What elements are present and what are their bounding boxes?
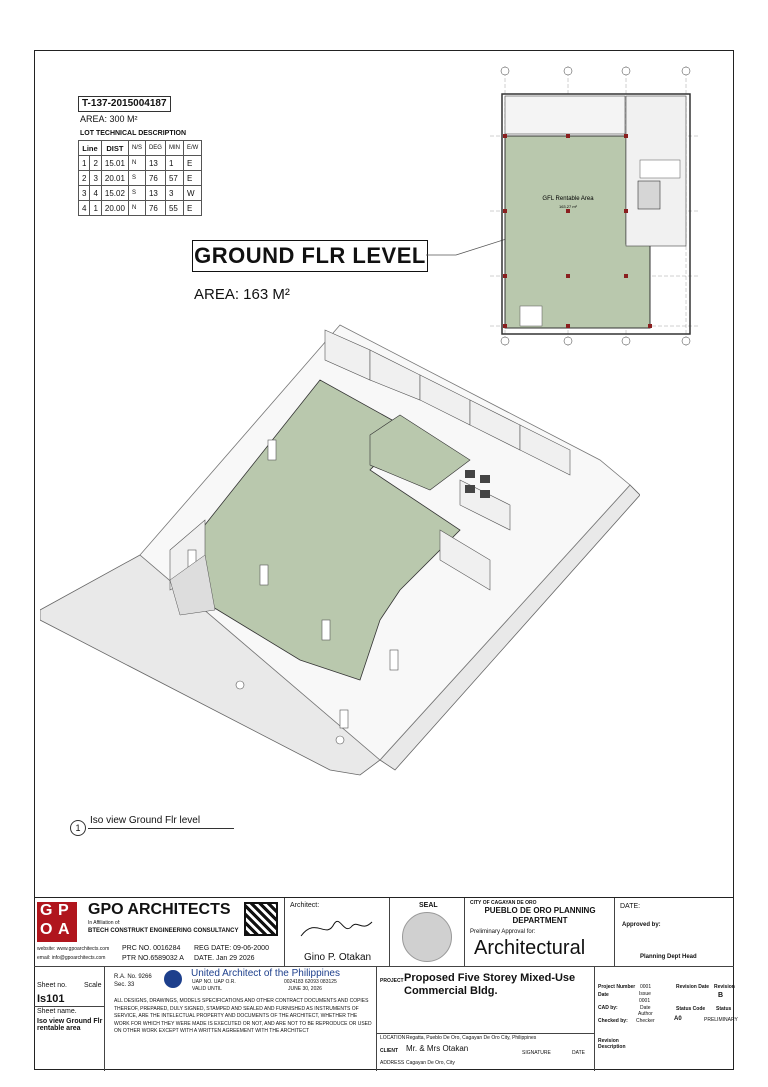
table-cell: S — [128, 171, 145, 186]
table-cell: 1 — [90, 201, 101, 216]
checked-by: Checker — [636, 1018, 655, 1024]
cad-date-label: Date — [640, 1005, 651, 1011]
revision-label: Revision — [714, 984, 735, 990]
date-field-label: Date — [598, 992, 609, 998]
view-label-underline — [88, 828, 234, 829]
revision-date-label: Revision Date — [676, 984, 710, 990]
project-title-line2: Commercial Bldg. — [404, 985, 498, 997]
uap-logo-icon — [164, 970, 182, 988]
ptr-date: DATE. Jan 29 2026 — [194, 955, 255, 962]
approval-discipline: Architectural — [474, 937, 586, 959]
architect-signature — [296, 912, 376, 942]
uap-number: UAP NO. UAP O.R. — [192, 979, 236, 985]
status-code: A0 — [674, 1016, 682, 1022]
sheet-number: Is101 — [37, 993, 65, 1005]
level-area: AREA: 163 M² — [194, 286, 290, 303]
table-row — [79, 156, 202, 171]
table-cell: N — [128, 156, 145, 171]
architect-name: Gino P. Otakan — [304, 952, 372, 963]
isometric-view — [40, 320, 640, 780]
signature-label: SIGNATURE — [522, 1050, 551, 1056]
lot-area: AREA: 300 M² — [80, 114, 138, 124]
table-cell: 2 — [79, 171, 90, 186]
disclaimer-text: ALL DESIGNS, DRAWINGS, MODELS SPECIFICATIONS AND OTHER CONTRACT DOCUMENTS AND COPIES THEREOF, PREPARED, DULY SIGNED, STAMPED AND SEALED AND FURNISHED AS INSTRUMENTS OF SERVICE, ARE THE INTELECTUAL PROPERTY AND DOCUMENTS OF THE ARCHITECT, WHETHER THE WORK FOR WHICH THEY WERE MADE IS EXECUTED OR NOT, AND ARE NOT TO BE REPRODUCE OR USED ON OTHER WORK EXCEPT WITH A WRITTEN AGREEMENT WITH THE ARCHITECT — [114, 998, 372, 1034]
lot-title-number: T-137-2015004187 — [78, 96, 171, 112]
seal-stamp-icon — [402, 912, 452, 962]
project-number: 0001 — [640, 984, 652, 990]
table-header: E/W — [183, 141, 201, 156]
firm-email: email: info@gpoarchitects.com — [37, 955, 106, 961]
status-label: Status — [716, 1006, 732, 1012]
table-header: Line — [79, 141, 102, 156]
uap-valid-date: JUNE 30, 2026 — [288, 986, 322, 992]
table-header: DIST — [101, 141, 128, 156]
firm-website: website: www.gpoarchitects.com — [37, 946, 110, 952]
firm-name: GPO ARCHITECTS — [88, 901, 231, 918]
table-cell: 13 — [145, 186, 165, 201]
uap-valid-label: VALID UNTIL — [192, 986, 222, 992]
table-cell: 3 — [165, 186, 183, 201]
issue-value: 0001 — [639, 998, 651, 1004]
plan-area-label: GFL Rentable Area — [542, 196, 594, 202]
table-cell: 15.02 — [101, 186, 128, 201]
table-cell: 2 — [90, 156, 101, 171]
client-value: Mr. & Mrs Otakan — [406, 1044, 469, 1053]
qr-code-icon — [244, 902, 278, 936]
approval-department: PUEBLO DE ORO PLANNING DEPARTMENT — [484, 906, 596, 925]
view-number: 1 — [70, 820, 86, 836]
location-value: Regatta, Pueblo De Oro, Cagayan De Oro City, Philippines — [406, 1035, 537, 1041]
table-row — [79, 201, 202, 216]
approval-preliminary: Preliminary Approval for: — [470, 929, 536, 935]
view-label: Iso view Ground Flr level — [90, 815, 201, 826]
table-cell: 4 — [79, 201, 90, 216]
revision-description-label: Revision Description — [598, 1038, 626, 1050]
level-title: GROUND FLR LEVEL — [192, 240, 428, 272]
floor-plan — [490, 66, 700, 346]
title-block — [34, 897, 738, 1071]
table-cell: 3 — [90, 171, 101, 186]
location-label: LOCATION — [380, 1035, 406, 1041]
sheet-name: Iso view Ground Flr rentable area — [37, 1018, 103, 1032]
table-cell: 76 — [145, 201, 165, 216]
affiliation-prefix: In Affiliation of: — [88, 920, 121, 926]
client-label: CLIENT — [380, 1048, 399, 1054]
table-cell: 20.00 — [101, 201, 128, 216]
plan-area-value: 163.27 m² — [558, 204, 578, 209]
uap-or-number: 0024183 62093 083125 — [284, 979, 337, 985]
lot-description-title: LOT TECHNICAL DESCRIPTION — [80, 130, 187, 137]
table-cell: 76 — [145, 171, 165, 186]
table-cell: 4 — [90, 186, 101, 201]
revision-value: B — [718, 992, 724, 999]
project-label: PROJECT — [380, 978, 404, 984]
table-header: DEG — [145, 141, 165, 156]
sheet-no-label: Sheet no. — [37, 982, 67, 989]
table-cell: 1 — [79, 156, 90, 171]
table-cell: 20.01 — [101, 171, 128, 186]
affiliation-name: BTECH CONSTRUKT ENGINEERING CONSULTANCY — [88, 928, 239, 934]
cad-by: Author — [638, 1011, 653, 1017]
status-value: PRELIMINARY — [704, 1017, 738, 1023]
table-cell: E — [183, 156, 201, 171]
address-label: ADDRESS — [380, 1060, 405, 1066]
uap-org: United Architect of the Philippines — [191, 968, 340, 979]
architect-label: Architect: — [290, 902, 320, 909]
lot-technical-table — [78, 140, 202, 216]
checked-label: Checked by: — [598, 1018, 628, 1024]
date-label: DATE — [572, 1050, 585, 1056]
planning-head: Planning Dept Head — [640, 954, 697, 960]
table-header: MIN — [165, 141, 183, 156]
table-cell: W — [183, 186, 201, 201]
table-cell: 55 — [165, 201, 183, 216]
status-code-label: Status Code — [676, 1006, 706, 1012]
ra-section: Sec. 33 — [114, 982, 135, 988]
table-cell: 57 — [165, 171, 183, 186]
table-cell: N — [128, 201, 145, 216]
address-value: Cagayan De Oro, City — [406, 1060, 455, 1066]
project-number-label: Project Number — [598, 984, 636, 990]
seal-label: SEAL — [419, 902, 438, 909]
table-cell: 13 — [145, 156, 165, 171]
approval-city: CITY OF CAGAYAN DE ORO — [470, 900, 537, 906]
table-cell: 1 — [165, 156, 183, 171]
firm-logo: G P O A — [37, 902, 77, 942]
table-row — [79, 171, 202, 186]
approved-by-label: Approved by: — [622, 922, 661, 928]
reg-date: REG DATE: 09-06-2000 — [194, 945, 269, 952]
table-cell: 15.01 — [101, 156, 128, 171]
prc-number: PRC NO. 0016284 — [122, 945, 181, 952]
table-header: N/S — [128, 141, 145, 156]
approval-date-label: DATE: — [620, 903, 641, 910]
table-cell: 3 — [79, 186, 90, 201]
table-cell: E — [183, 201, 201, 216]
sheet-name-label: Sheet name. — [37, 1008, 77, 1015]
cad-label: CAD by: — [598, 1005, 618, 1011]
project-title-line1: Proposed Five Storey Mixed-Use — [404, 972, 576, 984]
table-cell: S — [128, 186, 145, 201]
scale-label: Scale — [84, 982, 102, 989]
table-row — [79, 186, 202, 201]
ra-number: R.A. No. 9266 — [114, 974, 152, 980]
table-cell: E — [183, 171, 201, 186]
issue-label: Issue — [639, 991, 651, 997]
ptr-number: PTR NO.6589032 A — [122, 955, 184, 962]
